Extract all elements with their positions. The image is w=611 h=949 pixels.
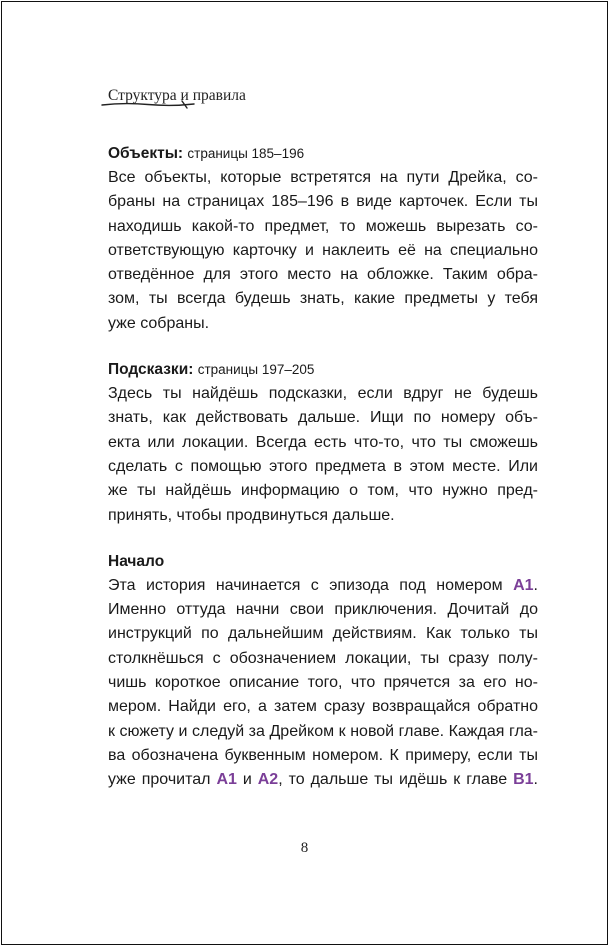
text-line: находишь какой-то предмет, то можешь вырезать со- xyxy=(108,217,538,235)
text-line: ответствующую карточку и наклеить её на специально xyxy=(108,241,538,259)
text-line: к сюжету и следуй за Дрейком к новой главе. Каждая гла- xyxy=(108,722,538,740)
text-fragment: . xyxy=(533,576,538,594)
text-fragment: и xyxy=(242,771,252,789)
episode-ref: B1 xyxy=(513,771,534,789)
text-line: столкнёшься с обозначением локации, ты сразу полу- xyxy=(108,649,538,667)
section-title: Начало xyxy=(108,552,165,570)
text-line: уже собраны. xyxy=(108,314,210,332)
text-line: мером. Найди его, а затем сразу возвращайся обратно xyxy=(108,698,538,716)
section-title: Объекты: xyxy=(108,145,184,162)
text-line: браны на страницах 185–196 в виде карточек. Если ты xyxy=(108,193,538,211)
episode-ref: A1 xyxy=(513,576,534,594)
text-line xyxy=(108,574,538,598)
episode-ref: A2 xyxy=(257,771,279,789)
page-number: 8 xyxy=(300,840,309,856)
section-heading xyxy=(108,142,538,166)
text-line: знать, как действовать дальше. Ищи по номеру объ- xyxy=(108,409,538,427)
text-line: отведённое для этого место на обложке. Таким обра- xyxy=(108,266,538,284)
text-line: Именно оттуда начни свои приключения. Дочитай до xyxy=(108,601,538,619)
text-fragment: Эта история начинается с эпизода под номером xyxy=(108,576,503,594)
text-line: зом, ты всегда будешь знать, какие предметы у тебя xyxy=(108,290,538,308)
text-line: сделать с помощью этого предмета в этом месте. Или xyxy=(108,457,538,475)
text-fragment: , то дальше ты идёшь к главе xyxy=(278,771,508,789)
book-page xyxy=(1,1,608,945)
section-title: Подсказки: xyxy=(108,361,194,379)
section-start xyxy=(108,550,538,793)
text-line: Здесь ты найдёшь подсказки, если вдруг не будешь xyxy=(108,385,538,403)
text-fragment: уже прочитал xyxy=(108,771,211,789)
episode-ref: A1 xyxy=(216,771,237,789)
text-line: екта или локации. Всегда есть что-то, что ты сможешь xyxy=(108,433,538,451)
section-pages: страницы 197–205 xyxy=(197,362,315,378)
text-line: Все объекты, которые встретятся на пути Дрейка, со- xyxy=(108,169,538,186)
body-text xyxy=(108,142,538,793)
text-line: принять, чтобы продвинуться дальше. xyxy=(108,506,395,524)
text-line xyxy=(108,768,538,792)
text-line: инструкций по дальнейшим действиям. Как только ты xyxy=(108,625,538,643)
text-line: ва обозначена буквенным номером. К примеру, если ты xyxy=(108,746,538,764)
text-fragment: . xyxy=(533,771,538,789)
text-line: же ты найдёшь информацию о том, что нужно пред- xyxy=(108,482,538,500)
section-hints xyxy=(108,358,538,528)
section-pages: страницы 185–196 xyxy=(187,146,305,161)
running-head-underline xyxy=(100,99,196,111)
running-head: Структура и правила xyxy=(108,87,246,104)
section-heading xyxy=(108,550,538,574)
section-objects xyxy=(108,142,538,336)
section-heading xyxy=(108,358,538,382)
text-line: чишь короткое описание того, что прячется за его но- xyxy=(108,674,538,692)
